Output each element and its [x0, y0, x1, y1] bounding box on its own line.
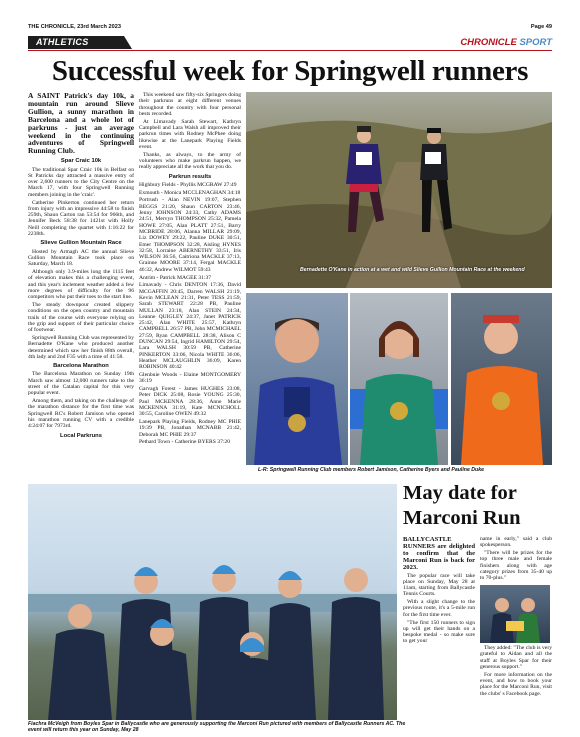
- group-illustration: [28, 484, 397, 720]
- brand-logo: [460, 36, 552, 49]
- paragraph: Thanks, as always, to the army of volunteers who make parkrun happen, we really appreciate all the work that you do.: [139, 151, 241, 171]
- paragraph: name in early," said a club spokesperson.: [480, 536, 552, 549]
- result-entry: Exmouth - Monica MCCLENAGHAN 34:18: [139, 189, 241, 196]
- masthead-date: THE CHRONICLE, 23rd March 2023: [28, 24, 121, 30]
- mountain-photo-caption: Bernadette O'Kane in action at a wet and wild Slieve Gullion Mountain Race at the weekend: [300, 267, 525, 273]
- section-heading: Barcelona Marathon: [53, 363, 109, 370]
- brand-chronicle: CHRONICLE: [460, 37, 517, 48]
- result-entry: Garvagh Forest - James HUGHES 23:08, Peter DICK 25:08, Rosie YOUNG 25:30, Paul MCKENNA 28:36, Anne Marie MCKENNA 31:19, Kate MCNICHOLL 30:55, Caroline OWEN 49:32: [139, 386, 241, 418]
- photo-catherine-byers: [350, 293, 448, 465]
- marconi-headline: May date for Marconi Run: [403, 482, 521, 529]
- paragraph: With a slight change to the previous route, it's a 5-mile run for the first time ever.: [403, 599, 475, 618]
- marconi-column-1: [403, 536, 475, 721]
- results-list: [139, 182, 241, 446]
- person-illustration: [350, 293, 448, 465]
- person-illustration: [246, 293, 348, 465]
- marconi-column-2: [480, 536, 552, 721]
- mountain-race-illustration: [246, 92, 552, 288]
- photo-pauline-duke: [451, 293, 552, 465]
- page-headline: Successful week for Springwell runners: [51, 55, 529, 87]
- paragraph: Although only 3.9-miles long the 1115 feet of elevation makes this a challenging event, and this year's inclement weather added a few more degrees of difficulty for the 96 competitors who put their toes to the start line.: [28, 269, 134, 301]
- story-lede: A SAINT Patrick's day 10k, a mountain run around Slieve Gullion, a sunny marathon in Barcelona and a whole lot of parkruns - just an average weekend in the continuing adventures of Springwell Running Club.: [28, 91, 134, 156]
- marconi-group-photo: [28, 484, 397, 720]
- result-entry: Limavady - Chris DENTON 17:36, David MCGAFFIN 20:45, Darren WALSH 21:19, Kevin MCLEAN 21:31, Peter TESS 21:59, Sarah STEWART 22:28 PB, Pauline MULLAN 23:18, Alan STEIN 24:34, Leanne QUIGLEY 24:37, Janet PATRICK 25:42, Alan WHITE 25:57, Kathryn CAMPBELL 26:57 PB, John MCMICHAEL 27:59, Ryan CAMPBELL 28:38, Alison C DUNCAN 29:54, Ingrid HAMILTON 29:54, Lara WALSH 30:59 PB, Catherine PINKERTON 33:06, Nicola WHITE 36:06, Heather MCLAUGHLIN 36:09, Karen ROBINSON 40:42: [139, 282, 241, 371]
- section-heading: Local Parkruns: [60, 432, 102, 439]
- photo-robert-jamison: [246, 293, 348, 465]
- mountain-race-photo: [246, 92, 552, 288]
- paragraph: The popular race will take place on Sunday, May 28 at 11am, starting from Ballycastle Tennis Courts.: [403, 572, 475, 598]
- paragraph: Among them, and taking on the challenge of the marathon distance for the first time was Springwell RC's Robert Jamison who opened his marathon running CV with a credible 4:24:07 for 7973rd.: [28, 398, 134, 430]
- paragraph: This weekend saw fifty-six Springers doing their parkruns at eight different venues throughout the country with four personal bests recorded.: [139, 92, 241, 117]
- paragraph: Springwell Running Club was represented by Bernadette O'Kane who produced another determined which saw her finish 88th overall, 4th lady and 2nd F35 with a time of 41:58.: [28, 334, 134, 360]
- story-column-1: [28, 92, 134, 480]
- group-photo-caption: Fiachra McVeigh from Boyles Spar in Ballycastle who are generously supporting the Marconi Run pictured with members of Ballycastle Runners AC. The event will return this year on Sunday, May 28: [28, 721, 406, 733]
- result-entry: Pethard Town - Catherine BYERS 37:20: [139, 439, 231, 446]
- paragraph: At Limavady Sarah Stewart, Kathryn Campbell and Lara Walsh all improved their parkrun times with Rodney McPhee doing likewise at the Lanepark Playing Fields event.: [139, 118, 241, 150]
- paragraph: The traditional Spar Craic 10k in Belfast on St Patricks day attracted a massive entry of over 2,600 runners to the City Centre on the March 17, with four Springwell Running members joining in the 'craic'.: [28, 166, 134, 198]
- trio-photo-caption: L-R: Springwell Running Club members Robert Jamison, Catherine Byers and Pauline Duke: [258, 467, 484, 473]
- masthead: [28, 24, 552, 34]
- result-entry: Portrush - Alan NEVIN 19:07, Stephen BEGGS 21:20, Shaun CARTON 23:46, Jenny JOHNSON 24:33, Cathy ADAMS 24:51, Mervyn THOMPSON 25:32, Pamela HOWE 27:05, Alan PLATT 27:51, Barry MCBRIDE 28:06, Alanna MILLAR 29:09, Liz DOWEY 29:22, Pauline DUKE 30:51, Emer THOMPSON 32:28, Aisling HYNES 32:58, Lorraine ABERNETHY 33:51, Iris WILSON 36:56, Caitriona MACKLE 37:13, Grainne MOORE 37:14, Fergal MACKLE 46:32, Andrew WILMOT 59:43: [139, 197, 241, 273]
- story-column-2: [139, 92, 241, 480]
- result-entry: Glenbuie Woods - Elaine MONTGOMERY 36:19: [139, 371, 241, 385]
- marconi-sponsor-photo: [480, 585, 550, 643]
- paragraph: Catherine Pinkerton continued her return from injury with an impressive 44:58 to finish 259th, Shaun Carton ran 53:54 for 966th, and Jennifer Beck 58:38 for 1421st with Holly Neill completing the quartet with 1:16:22 for 2238th.: [28, 199, 134, 238]
- marconi-lede: BALLYCASTLE RUNNERS are delighted to confirm that the Marconi Run is back for 2023.: [403, 536, 475, 571]
- paragraph: "The first 150 runners to sign up will get their hands on a bespoke medal - so make sure to get your: [403, 619, 475, 645]
- person-illustration: [451, 293, 552, 465]
- paragraph: For more information on the event, and how to book your place for the Marconi Run, visit the clubs' s Facebook page.: [480, 671, 552, 697]
- paragraph: The steady downpour created slippery conditions on the open country and mountain trails of the course with everyone relying on the grip and support of their particular choice of footwear.: [28, 301, 134, 334]
- result-entry: Lanepark Playing Fields, Rodney MC PHIE 19:39 PB, Jonathan MCNABB 21:42, Deborah MC PHIE 29:37: [139, 419, 241, 438]
- paragraph: The Barcelona Marathon on Sunday 19th March saw almost 12,000 runners take to the street of the Catalan capital for this very popular event.: [28, 371, 134, 397]
- paragraph: "There will be prizes for the top three male and female finishers along with age category prizes from 35-40 up to 70-plus.": [480, 550, 552, 582]
- results-heading: Parkrun results: [168, 173, 212, 180]
- result-entry: Antrim - Patrick MAGEE 31:37: [139, 274, 212, 281]
- brand-sport: SPORT: [519, 37, 552, 48]
- section-heading: Spar Craic 10k: [60, 158, 102, 165]
- sponsor-illustration: [480, 585, 550, 643]
- section-bar: [28, 36, 552, 49]
- section-rule: [28, 50, 552, 51]
- paragraph: They added: "The club is very grateful to Aidan and all the staff at Boyles Spar for their generous support.": [480, 645, 552, 670]
- section-heading: Slieve Gullion Mountain Race: [40, 240, 122, 247]
- result-entry: Highbury Fields - Phyllis MCGRAW 27:49: [139, 181, 237, 188]
- paragraph: Hosted by Armagh AC the annual Slieve Gullion Mountain Race took place on Saturday, March 18.: [28, 248, 134, 268]
- page-number: Page 49: [530, 24, 552, 30]
- section-tag: ATHLETICS: [28, 36, 124, 49]
